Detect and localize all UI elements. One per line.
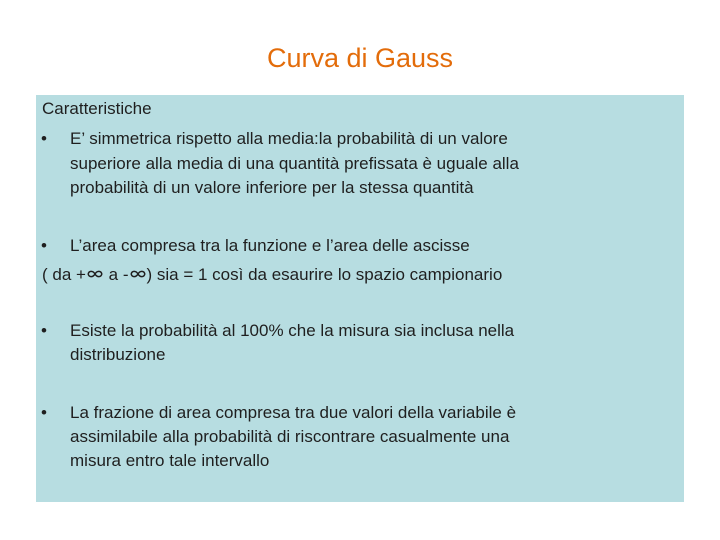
bullet-1: • [41,129,47,148]
slide-title: Curva di Gauss [266,43,454,73]
bullet-4: • [41,403,47,422]
item1-line1: E’ simmetrica rispetto alla media:la probabilità di un valore [70,129,508,148]
item2-line2-middle: a - [103,265,129,284]
content-box [36,95,684,502]
item4-line1: La frazione di area compresa tra due valori della variabile è [70,403,517,422]
item2-line2-start: ( da + [42,265,86,284]
item3-line1: Esiste la probabilità al 100% che la misura sia inclusa nella [70,321,515,340]
infinity-icon [86,267,104,281]
item4-line3: misura entro tale intervallo [70,451,270,470]
bullet-3: • [41,321,47,340]
item2-line1: L’area compresa tra la funzione e l’area delle ascisse [70,236,470,255]
item4-line2: assimilabile alla probabilità di riscontrare casualmente una [70,427,510,446]
item3-line2: distribuzione [70,345,166,364]
infinity-icon [129,267,147,281]
item1-line3: probabilità di un valore inferiore per la stessa quantità [70,178,474,197]
bullet-2: • [41,236,47,255]
item2-line2-end: ) sia = 1 così da esaurire lo spazio campionario [146,265,503,284]
item2-line2 [42,263,502,286]
item1-line2: superiore alla media di una quantità prefissata è uguale alla [70,154,519,173]
section-heading: Caratteristiche [42,99,152,118]
